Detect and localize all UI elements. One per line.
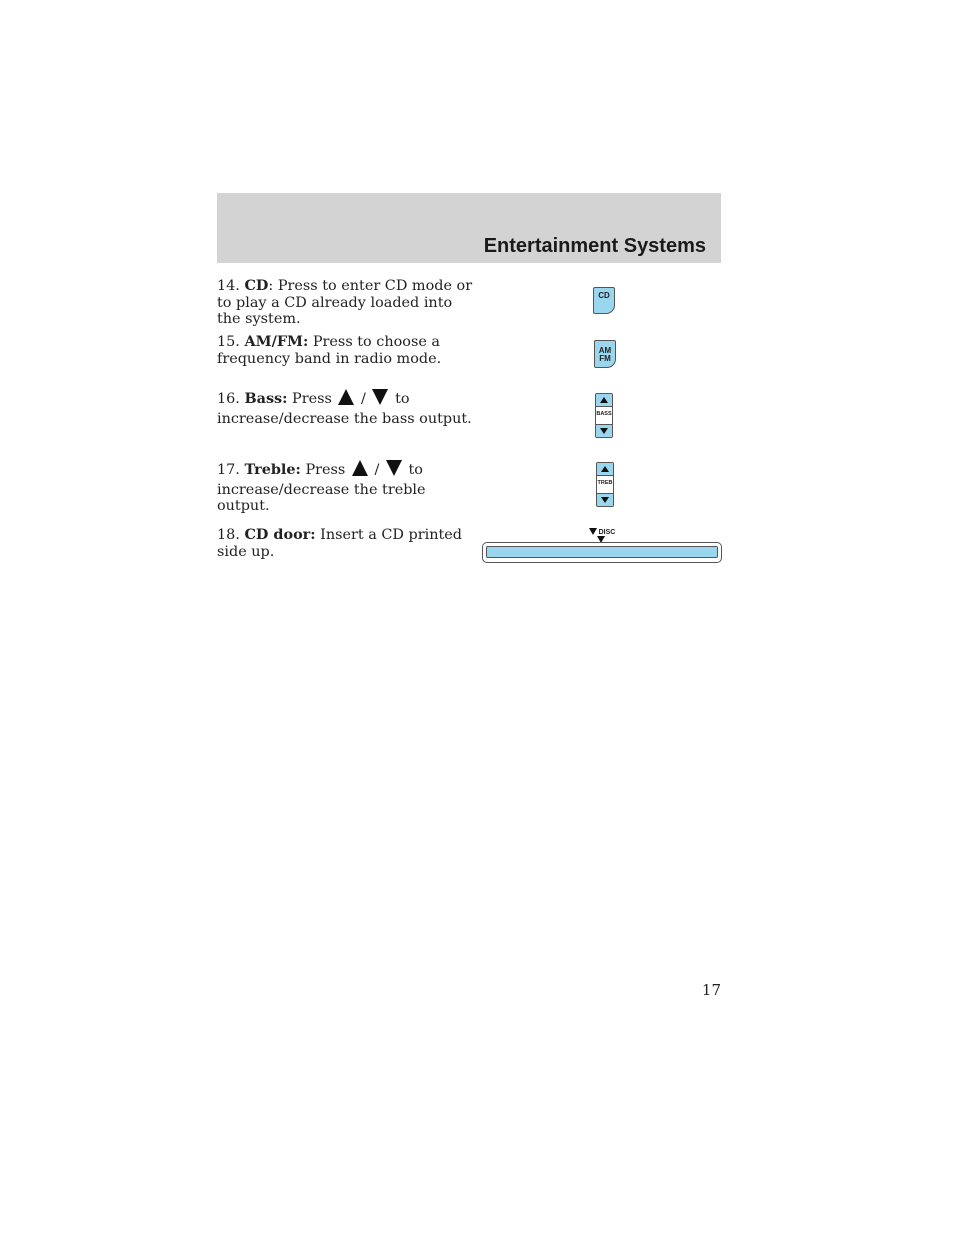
down-triangle-icon — [601, 497, 609, 503]
down-triangle-icon — [600, 428, 608, 434]
item-am-fm — [217, 334, 479, 367]
item-text: Press to choose a frequency band in radio mode. — [217, 334, 442, 367]
disc-label-text: DISC — [598, 529, 616, 536]
am-fm-label-top: AM — [598, 346, 612, 355]
item-number: 18. — [217, 527, 240, 543]
item-bass — [217, 389, 479, 427]
am-fm-label-bottom: FM — [599, 354, 611, 363]
item-text-before: Press — [287, 391, 337, 407]
down-triangle-icon — [386, 460, 402, 476]
item-term: CD — [244, 277, 269, 294]
cd-button-illustration — [593, 287, 615, 314]
header-band — [217, 193, 721, 263]
page-number: 17 — [701, 981, 721, 999]
item-line2: increase/decrease the treble output. — [217, 481, 426, 514]
item-text: : Press to enter CD mode or to play a CD already loaded into the system. — [217, 278, 473, 327]
cd-door-slot — [486, 546, 718, 558]
item-treble — [217, 460, 479, 515]
item-term: CD door: — [244, 526, 316, 543]
item-cd — [217, 278, 479, 328]
bass-rocker-label: BASS — [596, 411, 612, 417]
item-text: Insert a CD printed side up. — [217, 527, 462, 560]
up-triangle-icon — [600, 397, 608, 403]
up-triangle-icon — [338, 389, 354, 405]
treble-rocker-illustration — [596, 462, 614, 507]
item-number: 14. — [217, 278, 240, 294]
item-text-before: Press — [300, 462, 350, 478]
down-triangle-icon — [589, 528, 597, 535]
item-term: AM/FM: — [244, 333, 309, 350]
item-number: 17. — [217, 462, 240, 478]
up-triangle-icon — [352, 460, 368, 476]
cd-door-illustration — [482, 542, 722, 563]
item-number: 15. — [217, 334, 240, 350]
item-term: Treble: — [244, 461, 301, 478]
item-text-after: to — [395, 391, 410, 407]
am-fm-button-illustration — [594, 340, 616, 368]
treble-rocker-label: TREB — [597, 480, 613, 486]
item-text-mid: / — [356, 391, 371, 407]
item-number: 16. — [217, 391, 240, 407]
item-line2: increase/decrease the bass output. — [217, 410, 472, 427]
item-text-after: to — [408, 462, 423, 478]
item-text-mid: / — [369, 462, 384, 478]
down-triangle-icon — [372, 389, 388, 405]
section-title: Entertainment Systems — [483, 235, 706, 257]
item-term: Bass: — [244, 390, 288, 407]
cd-button-label: CD — [598, 291, 610, 300]
up-triangle-icon — [601, 466, 609, 472]
bass-rocker-illustration — [595, 393, 613, 438]
item-cd-door — [217, 527, 479, 560]
